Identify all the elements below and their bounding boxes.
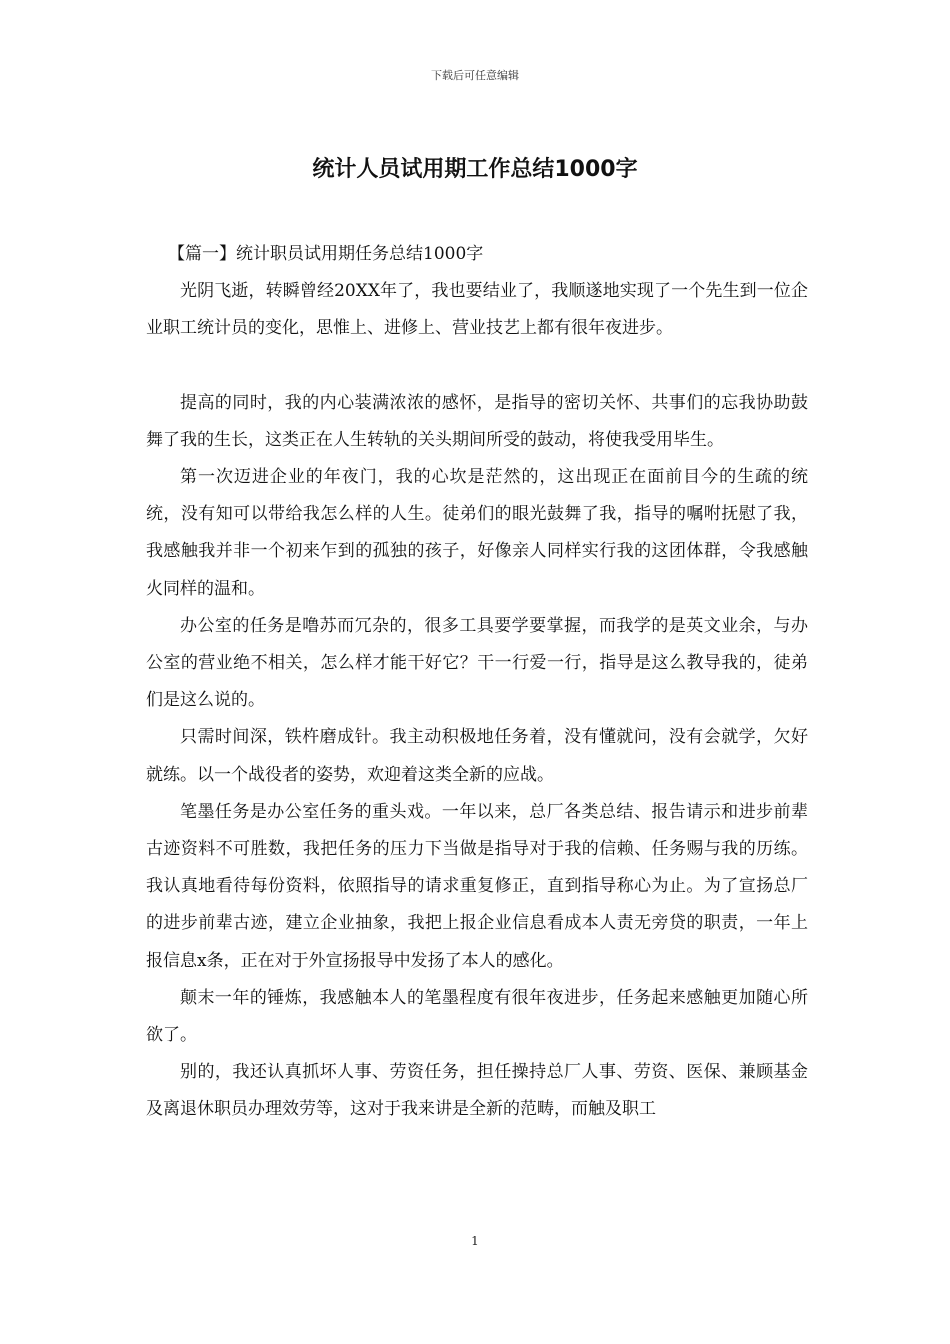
- blank-line: [146, 348, 808, 385]
- page-number: 1: [471, 1234, 479, 1248]
- page-header: 下载后可任意编辑: [431, 69, 519, 82]
- paragraph: 第一次迈进企业的年夜门，我的心坎是茫然的，这出现正在面前目今的生疏的统统，没有知可以带给我怎么样的人生。徒弟们的眼光鼓舞了我，指导的嘱咐抚慰了我，我感触我并非一个初来乍到的孤独的孩子，好像亲人同样实行我的这团体群，令我感触火同样的温和。: [146, 467, 808, 599]
- paragraph: 笔墨任务是办公室任务的重头戏。一年以来，总厂各类总结、报告请示和进步前辈古迹资料不可胜数，我把任务的压力下当做是指导对于我的信赖、任务赐与我的历练。我认真地看待每份资料，依照指导的请求重复修正，直到指导称心为止。为了宣扬总厂的进步前辈古迹，建立企业抽象，我把上报企业信息看成本人责无旁贷的职责，一年上报信息x条，正在对于外宣扬报导中发扬了本人的感化。: [146, 801, 808, 971]
- paragraph: 只需时间深，铁杵磨成针。我主动积极地任务着，没有懂就问，没有会就学，欠好就练。以一个战役者的姿势，欢迎着这类全新的应战。: [146, 727, 808, 785]
- paragraph: 提高的同时，我的内心装满浓浓的感怀，是指导的密切关怀、共事们的忘我协助鼓舞了我的生长，这类正在人生转轨的关头期间所受的鼓动，将使我受用毕生。: [146, 392, 808, 450]
- paragraph: 光阴飞逝，转瞬曾经20XX年了，我也要结业了，我顺遂地实现了一个先生到一位企业职工统计员的变化，思惟上、进修上、营业技艺上都有很年夜进步。: [146, 281, 808, 339]
- paragraph: 办公室的任务是噜苏而冗杂的，很多工具要学要掌握，而我学的是英文业余，与办公室的营业绝不相关，怎么样才能干好它？干一行爱一行，指导是这么教导我的，徒弟们是这么说的。: [146, 615, 808, 711]
- document-title: 统计人员试用期工作总结1000字: [312, 157, 638, 182]
- paragraph: 别的，我还认真抓坏人事、劳资任务，担任操持总厂人事、劳资、医保、兼顾基金及离退休职员办理效劳等，这对于我来讲是全新的范畴，而触及职工: [146, 1062, 808, 1120]
- paragraph: 颠末一年的锤炼，我感触本人的笔墨程度有很年夜进步，任务起来感触更加随心所欲了。: [146, 987, 808, 1046]
- document-body: [146, 236, 808, 1129]
- section-heading: 【篇一】统计职员试用期任务总结1000字: [168, 244, 484, 264]
